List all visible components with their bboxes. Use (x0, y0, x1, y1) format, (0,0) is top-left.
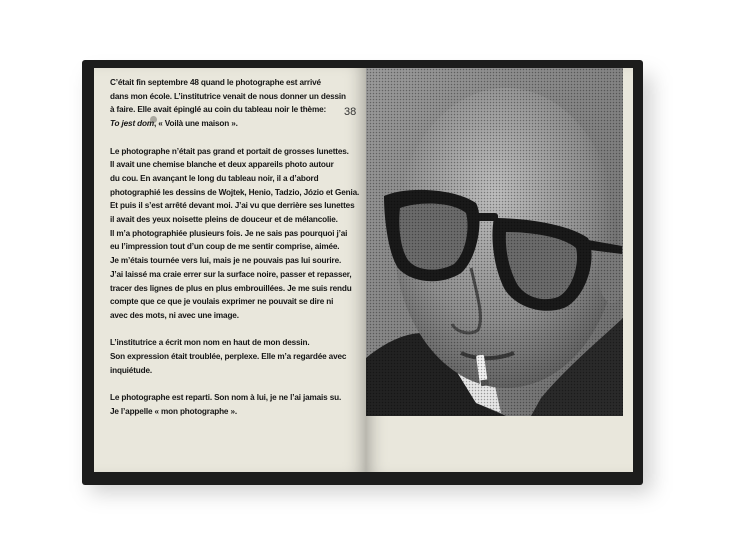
photo-halftone-overlay (366, 68, 623, 416)
text-line: Le photographe est reparti. Son nom à lui, je ne l’ai jamais su. (110, 393, 342, 403)
text-line: à faire. Elle avait épinglé au coin du tableau noir le thème: (110, 105, 327, 115)
text-line: tracer des lignes de plus en plus embrouillées. Je me suis rendu (110, 283, 352, 293)
text-line: inquiétude. (110, 365, 153, 375)
text-line: dans mon école. L’institutrice venait de nous donner un dessin (110, 91, 346, 101)
text-line: Le photographe n’était pas grand et portait de grosses lunettes. (110, 146, 349, 156)
theme-italic: To jest dom (110, 119, 154, 129)
text-line-theme (110, 117, 342, 131)
text-line: C’était fin septembre 48 quand le photographe est arrivé (110, 78, 321, 87)
page-number: 38 (344, 106, 357, 118)
text-line: il avait des yeux noisette pleins de douceur et de mélancolie. (110, 215, 338, 225)
text-line: L’institutrice a écrit mon nom en haut de mon dessin. (110, 338, 310, 348)
paragraph-2 (110, 145, 360, 323)
text-line: du cou. En avançant le long du tableau noir, il a d’abord (110, 173, 319, 183)
text-line: Il m’a photographiée plusieurs fois. Je ne sais pas pourquoi j’ai (110, 228, 348, 238)
theme-translation: , « Voilà une maison ». (154, 119, 238, 129)
text-line: Je m’étais tournée vers lui, mais je ne pouvais pas lui sourire. (110, 256, 342, 266)
paragraph-4 (110, 391, 342, 418)
text-line: Et puis il s’est arrêté devant moi. J’ai vu que derrière ses lunettes (110, 201, 355, 211)
text-line: avec des mots, ni avec une image. (110, 310, 239, 320)
text-line: eu l’impression tout d’un coup de me sentir comprise, aimée. (110, 242, 340, 252)
paragraph-1 (110, 76, 346, 131)
text-line: Son expression était troublée, perplexe. Elle m’a regardée avec (110, 352, 347, 362)
halftone-portrait-photo (366, 68, 623, 416)
text-line: Je l’appelle « mon photographe ». (110, 406, 237, 416)
text-line: photographié les dessins de Wojtek, Henio, Tadzio, Józio et Genia. (110, 187, 360, 197)
left-page (94, 68, 366, 472)
paragraph-3 (110, 336, 347, 377)
text-line: compte que ce que je voulais exprimer ne pouvait se dire ni (110, 297, 334, 307)
text-line: J’ai laissé ma craie errer sur la surface noire, passer et repasser, (110, 269, 352, 279)
text-line: Il avait une chemise blanche et deux appareils photo autour (110, 160, 334, 170)
